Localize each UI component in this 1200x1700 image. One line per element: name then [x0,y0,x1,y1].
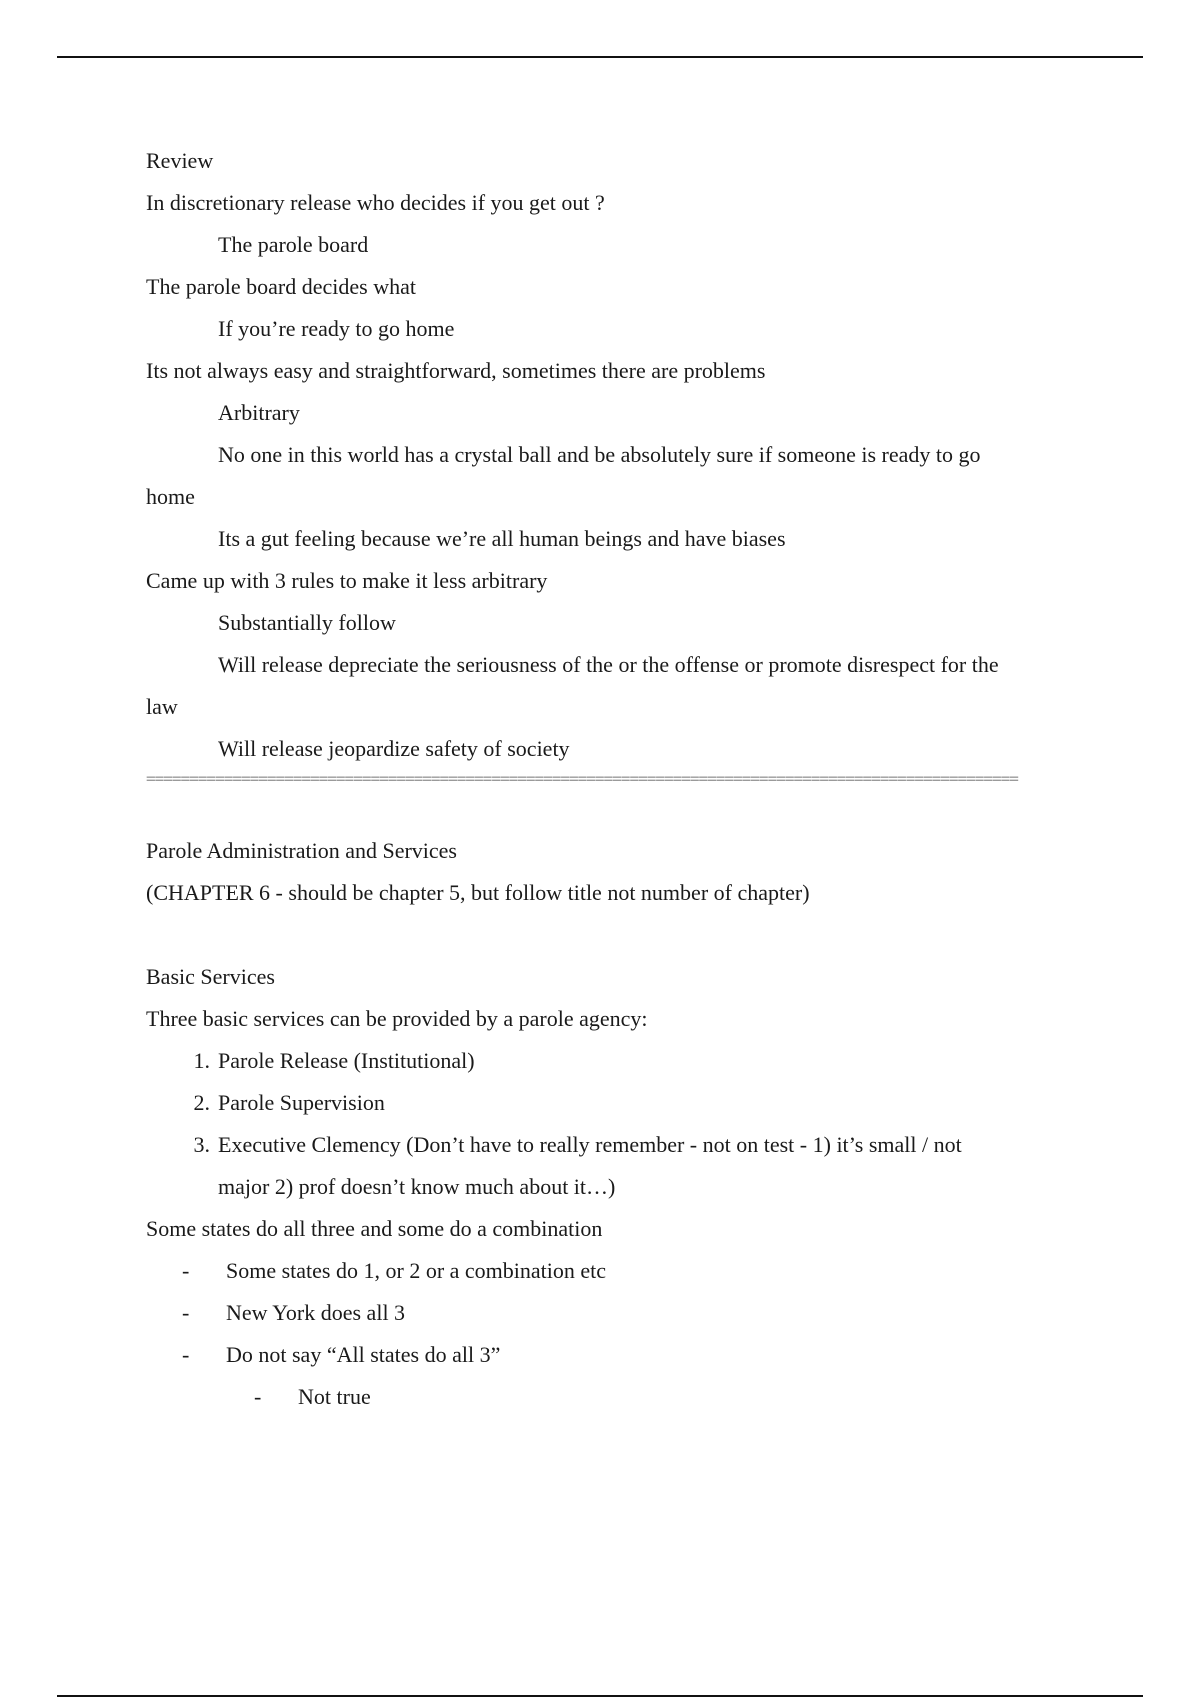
review-line: If you’re ready to go home [218,316,455,341]
basic-services-heading: Basic Services [146,964,275,989]
bullet-item [146,1250,1086,1292]
numbered-list-item [146,1040,1086,1082]
header-rule [57,56,1143,58]
bullet-marker: - [182,1300,190,1325]
review-line: law [146,694,178,719]
review-line: The parole board decides what [146,274,416,299]
section-note: (CHAPTER 6 - should be chapter 5, but follow title not number of chapter) [146,880,810,905]
review-line: Will release depreciate the seriousness of the or the offense or promote disrespect for the [218,652,999,677]
numbered-list-item [146,1082,1086,1124]
review-line: No one in this world has a crystal ball and be absolutely sure if someone is ready to go [218,442,981,467]
bullet-text: Do not say “All states do all 3” [226,1342,501,1367]
review-line: Its not always easy and straightforward, sometimes there are problems [146,358,766,383]
bullet-text: New York does all 3 [226,1300,406,1325]
basic-services-summary: Some states do all three and some do a combination [146,1216,603,1241]
review-heading: Review [146,148,214,173]
bullet-text: Some states do 1, or 2 or a combination etc [226,1258,607,1283]
list-number: 1. [193,1048,210,1073]
review-line: The parole board [218,232,369,257]
separator-line: ===================================================================================================== [146,770,1018,788]
bullet-marker: - [182,1258,190,1283]
footer-rule [57,1695,1143,1697]
review-line: Arbitrary [218,400,300,425]
review-line: Will release jeopardize safety of society [218,736,570,761]
list-item-text: Parole Supervision [218,1090,385,1115]
review-line: Came up with 3 rules to make it less arbitrary [146,568,548,593]
review-line: home [146,484,195,509]
bullet-item [146,1292,1086,1334]
sub-bullet-item [146,1376,1086,1418]
list-item-text: Executive Clemency (Don’t have to really remember - not on test - 1) it’s small / not [218,1132,962,1157]
document-body [146,140,1086,1418]
list-item-text: Parole Release (Institutional) [218,1048,475,1073]
bullet-marker: - [182,1342,190,1367]
list-number: 3. [193,1132,210,1157]
review-line: In discretionary release who decides if you get out ? [146,190,605,215]
list-number: 2. [193,1090,210,1115]
basic-services-intro: Three basic services can be provided by a parole agency: [146,1006,648,1031]
sub-bullet-marker: - [254,1384,262,1409]
bullet-item [146,1334,1086,1376]
review-line: Substantially follow [218,610,396,635]
list-item-continuation: major 2) prof doesn’t know much about it…) [218,1174,616,1199]
numbered-list-item [146,1124,1086,1166]
sub-bullet-text: Not true [298,1384,371,1409]
review-line: Its a gut feeling because we’re all human beings and have biases [218,526,786,551]
section-title: Parole Administration and Services [146,838,457,863]
